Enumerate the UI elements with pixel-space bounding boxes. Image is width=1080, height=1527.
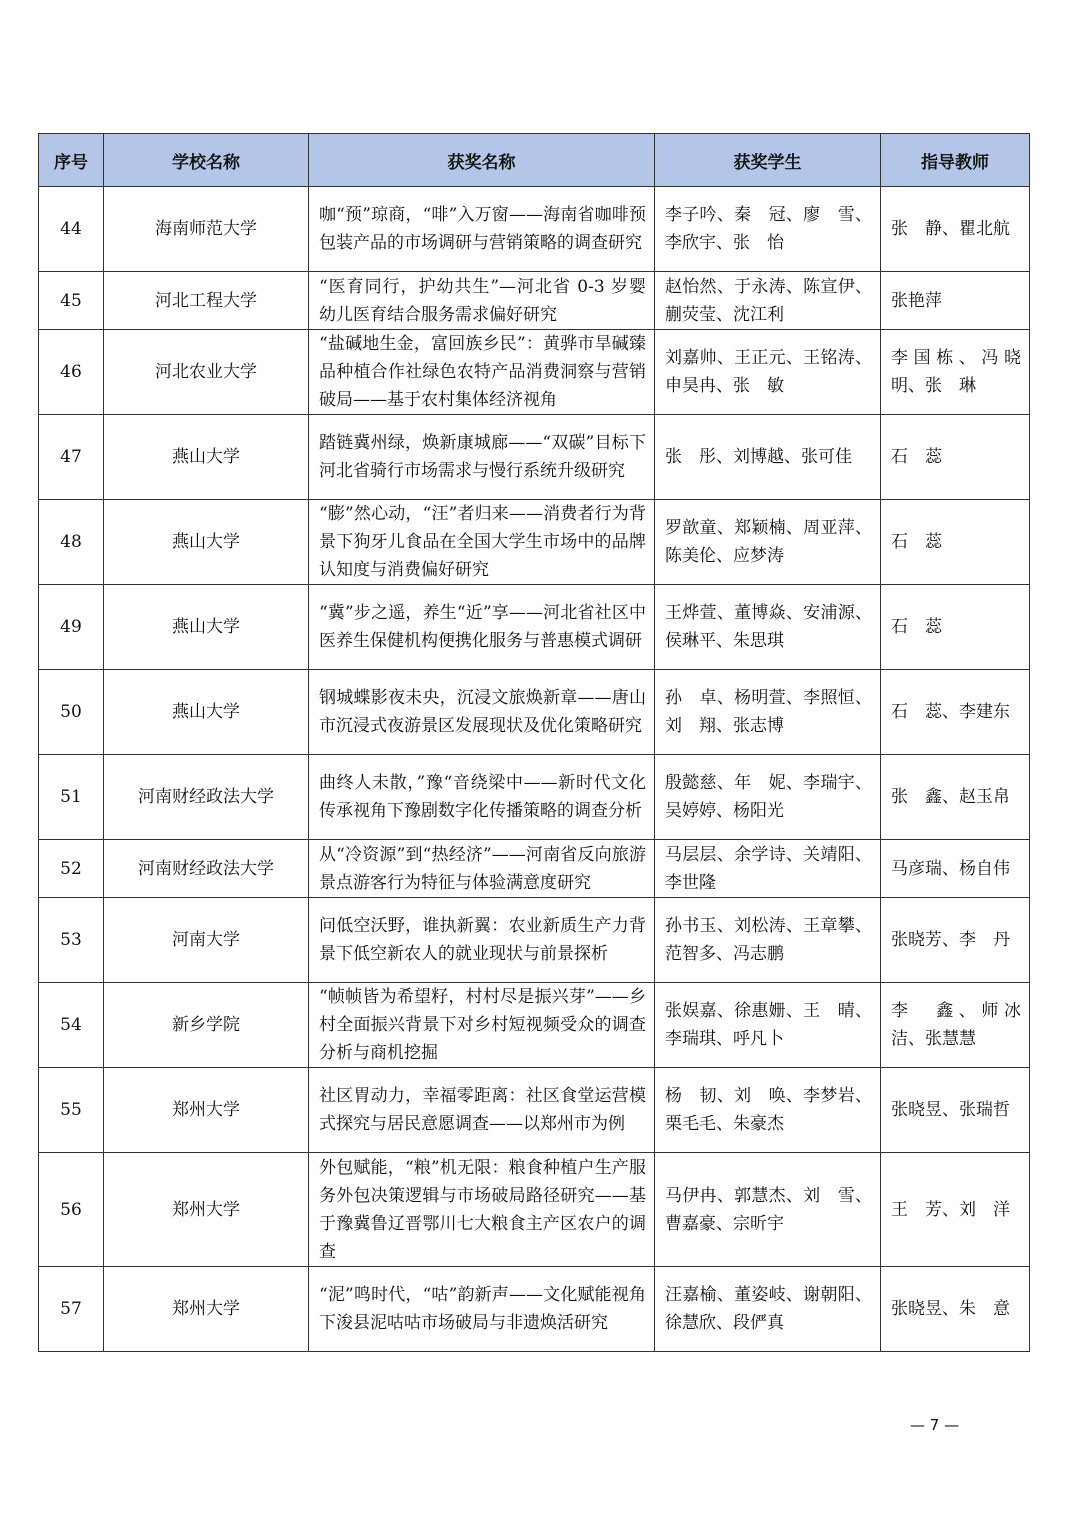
advisor-teachers: 石 蕊 <box>881 585 1030 670</box>
advisor-teachers: 石 蕊、李建东 <box>881 670 1030 755</box>
row-number: 44 <box>39 187 104 272</box>
advisor-teachers: 李国栋、冯晓明、张 琳 <box>881 330 1030 415</box>
award-students: 汪嘉榆、董姿岐、谢朝阳、徐慧欣、段俨真 <box>655 1267 881 1352</box>
advisor-teachers: 石 蕊 <box>881 415 1030 500</box>
table-row <box>39 585 1030 670</box>
table-row <box>39 330 1030 415</box>
award-title: “医育同行，护幼共生”—河北省 0-3 岁婴幼儿医育结合服务需求偏好研究 <box>309 272 655 330</box>
award-title: 踏链冀州绿，焕新康城廊——“双碳”目标下河北省骑行市场需求与慢行系统升级研究 <box>309 415 655 500</box>
school-name: 燕山大学 <box>104 500 309 585</box>
row-number: 56 <box>39 1153 104 1267</box>
row-number: 49 <box>39 585 104 670</box>
school-name: 郑州大学 <box>104 1068 309 1153</box>
table-row <box>39 1153 1030 1267</box>
advisor-teachers: 张晓昱、张瑞哲 <box>881 1068 1030 1153</box>
school-name: 燕山大学 <box>104 670 309 755</box>
school-name: 燕山大学 <box>104 415 309 500</box>
table-row <box>39 898 1030 983</box>
advisor-teachers: 张 静、瞿北航 <box>881 187 1030 272</box>
award-students: 杨 韧、刘 唤、李梦岩、栗毛毛、朱豪杰 <box>655 1068 881 1153</box>
table-row <box>39 500 1030 585</box>
table-row <box>39 272 1030 330</box>
header-teachers: 指导教师 <box>881 134 1030 187</box>
award-title: “冀”步之遥，养生“近”享——河北省社区中医养生保健机构便携化服务与普惠模式调研 <box>309 585 655 670</box>
school-name: 郑州大学 <box>104 1267 309 1352</box>
row-number: 55 <box>39 1068 104 1153</box>
advisor-teachers: 马彦瑞、杨自伟 <box>881 840 1030 898</box>
table-row <box>39 755 1030 840</box>
award-title: “膨”然心动，“汪”者归来——消费者行为背景下狗牙儿食品在全国大学生市场中的品牌认知度与消费偏好研究 <box>309 500 655 585</box>
award-title: “盐碱地生金，富回族乡民”：黄骅市旱碱臻品种植合作社绿色农特产品消费洞察与营销破局——基于农村集体经济视角 <box>309 330 655 415</box>
advisor-teachers: 张晓芳、李 丹 <box>881 898 1030 983</box>
advisor-teachers: 石 蕊 <box>881 500 1030 585</box>
row-number: 45 <box>39 272 104 330</box>
advisor-teachers: 张艳萍 <box>881 272 1030 330</box>
row-number: 50 <box>39 670 104 755</box>
table-row <box>39 1068 1030 1153</box>
school-name: 海南师范大学 <box>104 187 309 272</box>
award-title: “泥”鸣时代，“咕”韵新声——文化赋能视角下浚县泥咕咕市场破局与非遗焕活研究 <box>309 1267 655 1352</box>
table-row <box>39 670 1030 755</box>
award-table <box>38 133 1030 1352</box>
header-award: 获奖名称 <box>309 134 655 187</box>
row-number: 48 <box>39 500 104 585</box>
award-title: 钢城蝶影夜未央，沉浸文旅焕新章——唐山市沉浸式夜游景区发展现状及优化策略研究 <box>309 670 655 755</box>
advisor-teachers: 李 鑫、师冰洁、张慧慧 <box>881 983 1030 1068</box>
award-title: “帧帧皆为希望籽，村村尽是振兴芽”——乡村全面振兴背景下对乡村短视频受众的调查分析与商机挖掘 <box>309 983 655 1068</box>
award-students: 王烨萱、董博焱、安浦源、侯琳平、朱思琪 <box>655 585 881 670</box>
row-number: 53 <box>39 898 104 983</box>
table-row <box>39 840 1030 898</box>
header-students: 获奖学生 <box>655 134 881 187</box>
award-title: 问低空沃野，谁执新翼：农业新质生产力背景下低空新农人的就业现状与前景探析 <box>309 898 655 983</box>
row-number: 57 <box>39 1267 104 1352</box>
award-students: 张娱嘉、徐惠姗、王 晴、李瑞琪、呼凡卜 <box>655 983 881 1068</box>
award-students: 孙书玉、刘松涛、王章攀、范智多、冯志鹏 <box>655 898 881 983</box>
school-name: 郑州大学 <box>104 1153 309 1267</box>
row-number: 52 <box>39 840 104 898</box>
advisor-teachers: 张 鑫、赵玉帛 <box>881 755 1030 840</box>
school-name: 新乡学院 <box>104 983 309 1068</box>
row-number: 47 <box>39 415 104 500</box>
table-row <box>39 983 1030 1068</box>
header-row <box>39 134 1030 187</box>
table-row <box>39 415 1030 500</box>
row-number: 51 <box>39 755 104 840</box>
table-row <box>39 1267 1030 1352</box>
award-students: 马伊冉、郭慧杰、刘 雪、曹嘉豪、宗昕宇 <box>655 1153 881 1267</box>
award-students: 赵怡然、于永涛、陈宣伊、蒯荧莹、沈江利 <box>655 272 881 330</box>
row-number: 46 <box>39 330 104 415</box>
page-number: — 7 — <box>910 1416 960 1434</box>
award-title: 曲终人未散，”豫“音绕梁中——新时代文化传承视角下豫剧数字化传播策略的调查分析 <box>309 755 655 840</box>
table-body <box>39 187 1030 1352</box>
school-name: 燕山大学 <box>104 585 309 670</box>
award-students: 李子吟、秦 冠、廖 雪、李欣宇、张 怡 <box>655 187 881 272</box>
school-name: 河南财经政法大学 <box>104 840 309 898</box>
school-name: 河南大学 <box>104 898 309 983</box>
school-name: 河南财经政法大学 <box>104 755 309 840</box>
row-number: 54 <box>39 983 104 1068</box>
award-students: 罗歆童、郑颖楠、周亚萍、陈美伦、应梦涛 <box>655 500 881 585</box>
school-name: 河北工程大学 <box>104 272 309 330</box>
award-title: 社区胃动力，幸福零距离：社区食堂运营模式探究与居民意愿调查——以郑州市为例 <box>309 1068 655 1153</box>
advisor-teachers: 王 芳、刘 洋 <box>881 1153 1030 1267</box>
award-title: 外包赋能，“粮”机无限：粮食种植户生产服务外包决策逻辑与市场破局路径研究——基于豫冀鲁辽晋鄂川七大粮食主产区农户的调查 <box>309 1153 655 1267</box>
award-title: 咖“预”琼商，“啡”入万窗——海南省咖啡预包装产品的市场调研与营销策略的调查研究 <box>309 187 655 272</box>
award-students: 张 彤、刘博越、张可佳 <box>655 415 881 500</box>
award-title: 从“冷资源”到“热经济”——河南省反向旅游景点游客行为特征与体验满意度研究 <box>309 840 655 898</box>
award-students: 马层层、余学诗、关靖阳、李世隆 <box>655 840 881 898</box>
table-row <box>39 187 1030 272</box>
award-students: 刘嘉帅、王正元、王铭涛、申昊冉、张 敏 <box>655 330 881 415</box>
advisor-teachers: 张晓昱、朱 意 <box>881 1267 1030 1352</box>
award-students: 殷懿慈、年 妮、李瑞宇、吴婷婷、杨阳光 <box>655 755 881 840</box>
header-no: 序号 <box>39 134 104 187</box>
award-students: 孙 卓、杨明萱、李照恒、刘 翔、张志博 <box>655 670 881 755</box>
header-school: 学校名称 <box>104 134 309 187</box>
school-name: 河北农业大学 <box>104 330 309 415</box>
